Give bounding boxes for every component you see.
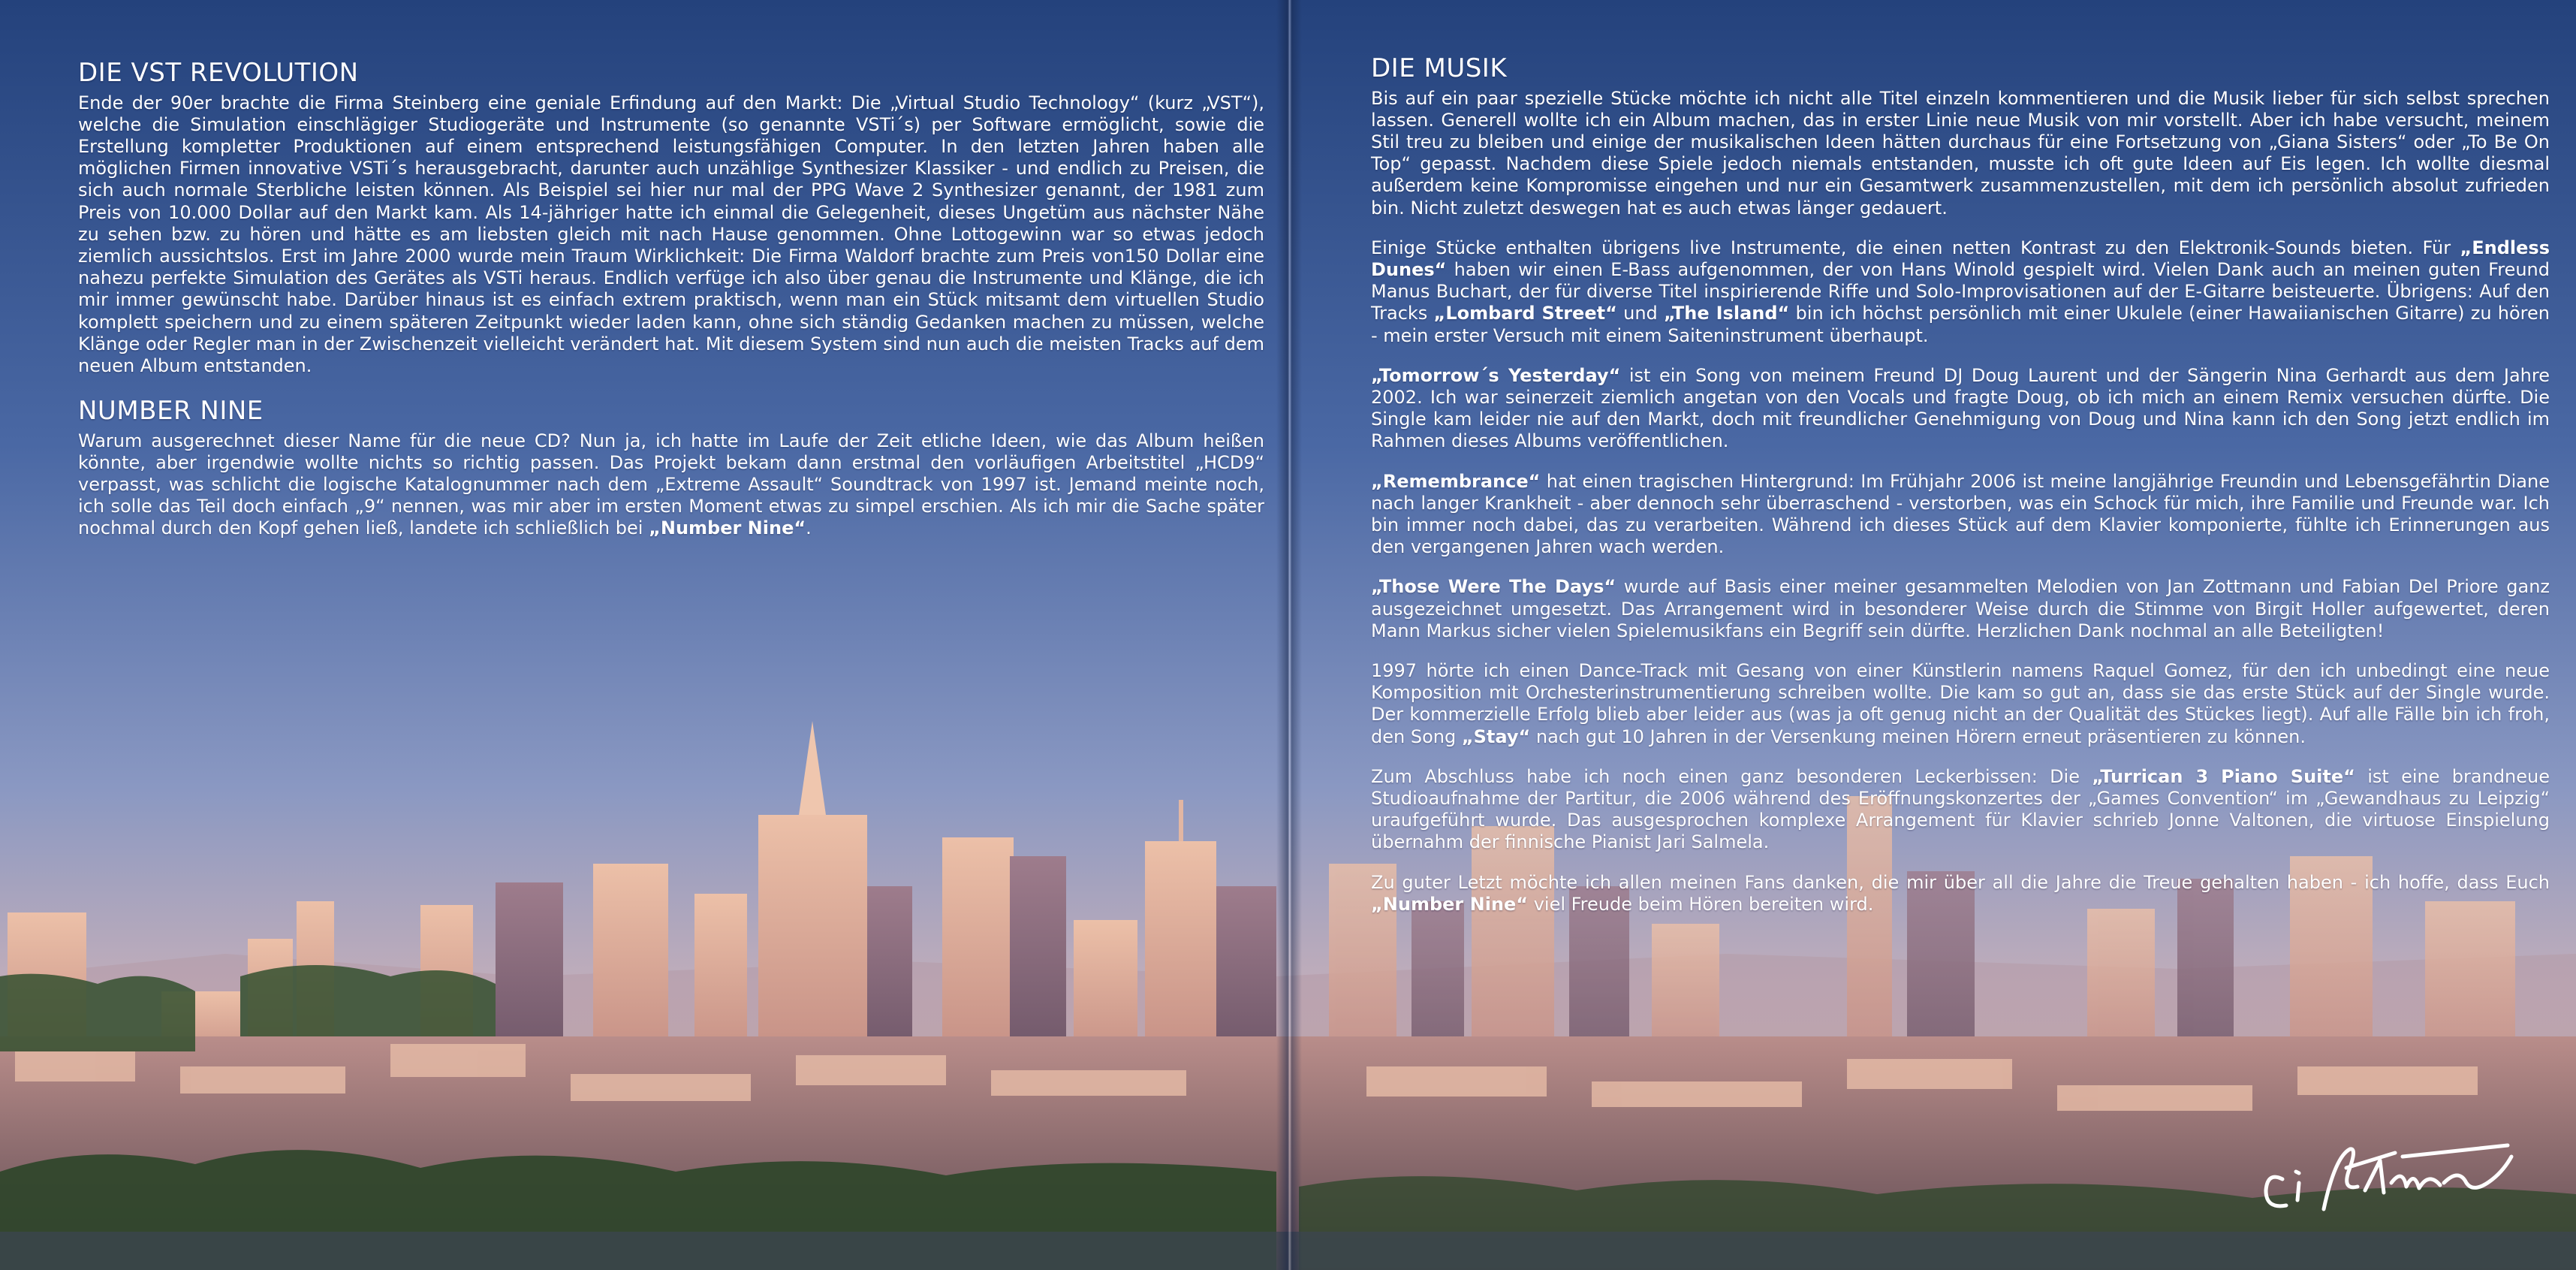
paragraph-intro: Bis auf ein paar spezielle Stücke möchte ich nicht alle Titel einzeln kommentieren und die Musik lieber für sich selbst sprechen lassen. Generell wollte ich ein Album machen, das in erster Linie neue Musik von mir vorstellt. Aber ich habe versucht, meinem Stil treu zu bleiben und einige der musikalischen Ideen hätten durchaus für eine Fortsetzung von „Giana Sisters“ oder „To Be On Top“ gepasst. Nachdem diese Spiele jedoch niemals entstanden, musste ich oft gute Ideen auf Eis legen. Ich wollte diesmal außerdem keine Kompromisse eingehen und nur ein Gesamtwerk zusammenzustellen, mit dem ich persönlich absolut zufrieden bin. Nicht zuletzt deswegen hat es auch etwas länger gedauert.	[1371, 87, 2550, 219]
signature-icon	[2252, 1127, 2523, 1224]
heading-die-musik: DIE MUSIK	[1371, 53, 1508, 83]
paragraph-stay: 1997 hörte ich einen Dance-Track mit Gesang von einer Künstlerin namens Raquel Gomez, für den ich unbedingt eine neue Komposition mit Orchesterinstrumentierung schreiben wollte. Die kam so gut an, dass sie das erste Stück auf der Single wurde. Der kommerzielle Erfolg blieb aber leider aus (was ja oft genug nicht an der Qualität des Stückes liegt). Auf alle Fälle bin ich froh, den Song „Stay“ nach gut 10 Jahren in der Versenkung meinen Hörern erneut präsentieren zu können.	[1371, 659, 2550, 747]
heading-number-nine: NUMBER NINE	[78, 396, 264, 427]
heading-vst-revolution: DIE VST REVOLUTION	[78, 58, 359, 88]
paragraph-vst-revolution: Ende der 90er brachte die Firma Steinberg eine geniale Erfindung auf den Markt: Die „Virtual Studio Technology“ (kurz „VST“), welche die Simulation einschlägiger Studiogeräte und Instrumente (so genannte VSTi´s) per Software ermöglicht, sowie die Erstellung kompletter Produktionen auf einem entsprechend leistungsfähigen Computer. In den letzten Jahren haben alle möglichen Firmen innovative VSTi´s herausgebracht, darunter auch unzählige Synthesizer Klassiker - und endlich zu Preisen, die sich auch normale Sterbliche leisten können. Als Beispiel sei hier nur mal der PPG Wave 2 Synthesizer genannt, der 1981 zum Preis von 10.000 Dollar auf den Markt kam. Als 14-jähriger hatte ich einmal die Gelegenheit, dieses Ungetüm aus nächster Nähe zu sehen bzw. zu hören und hätte es am liebsten gleich mit nach Hause genommen. Ohne Lottogewinn war so etwas jedoch ziemlich aussichtslos. Erst im Jahre 2000 wurde mein Traum Wirklichkeit: Die Firma Waldorf brachte zum Preis von150 Dollar eine nahezu perfekte Simulation des Gerätes als VSTi heraus. Endlich verfüge ich also über genau die Instrumente und Klänge, die ich mir immer gewünscht habe. Darüber hinaus ist es einfach extrem praktisch, wenn man ein Stück mitsamt dem virtuellen Studio komplett speichern und zu einem späteren Zeitpunkt wieder laden kann, ohne sich ständig Gedanken machen zu müssen, welche Klänge oder Regler man in der Zwischenzeit vielleicht verändert hat. Mit diesem System sind nun auch die meisten Tracks auf dem neuen Album entstanden.	[78, 92, 1264, 376]
paragraph-turrican-suite: Zum Abschluss habe ich noch einen ganz besonderen Leckerbissen: Die „Turrican 3 Piano Suite“ ist eine brandneue Studioaufnahme der Partitur, die 2006 während des Eröffnungskonzertes der „Games Convention“ im „Gewandhaus zu Leipzig“ uraufgeführt wurde. Das ausgesprochen komplexe Arrangement für Klavier schrieb Jonne Valtonen, die virtuose Einspielung übernahm der finnische Pianist Jari Salmela.	[1371, 765, 2550, 853]
left-text-column	[78, 57, 1264, 540]
paragraph-thanks: Zu guter Letzt möchte ich allen meinen Fans danken, die mir über all die Jahre die Treue gehalten haben - ich hoffe, dass Euch „Number Nine“ viel Freude beim Hören bereiten wird.	[1371, 871, 2550, 915]
paragraph-tomorrows-yesterday: „Tomorrow´s Yesterday“ ist ein Song von meinem Freund DJ Doug Laurent und der Sängerin Nina Gerhardt aus dem Jahre 2002. Ich war seinerzeit ziemlich angetan von den Vocals und fragte Doug, ob ich mich an einem Remix versuchen dürfte. Die Single kam leider nie auf den Markt, doch mit freundlicher Genehmigung von Doug und Nina kann ich den Song jetzt endlich im Rahmen dieses Albums veröffentlichen.	[1371, 364, 2550, 452]
paragraph-remembrance: „Remembrance“ hat einen tragischen Hintergrund: Im Frühjahr 2006 ist meine langjährige Freundin und Lebensgefährtin Diane nach langer Krankheit - aber dennoch sehr überraschend - verstorben, was ein Schock für mich, ihre Familie und Freunde war. Ich bin immer noch dabei, das zu verarbeiten. Während ich dieses Stück auf dem Klavier komponierte, fühlte ich Erinnerungen aus den vergangenen Jahren wach werden.	[1371, 470, 2550, 558]
paragraph-live-instruments: Einige Stücke enthalten übrigens live Instrumente, die einen netten Kontrast zu den Elektronik-Sounds bieten. Für „Endless Dunes“ haben wir einen E-Bass aufgenommen, der von Hans Winold gespielt wird. Vielen Dank auch an meinen guten Freund Manus Buchart, der für diverse Titel inspirierende Riffe und Solo-Improvisationen auf der E-Gitarre beisteuerte. Übrigens: Auf den Tracks „Lombard Street“ und „The Island“ bin ich höchst persönlich mit einer Ukulele (einer Hawaiianischen Gitarre) zu hören - mein erster Versuch mit einem Saiteninstrument überhaupt.	[1371, 237, 2550, 346]
paragraph-number-nine: Warum ausgerechnet dieser Name für die neue CD? Nun ja, ich hatte im Laufe der Zeit etliche Ideen, wie das Album heißen könnte, aber irgendwie wollte nichts so richtig passen. Das Projekt bekam dann erstmal den vorläufigen Arbeitstitel „HCD9“ verpasst, was schlicht die logische Katalognummer nach dem „Extreme Assault“ Soundtrack von 1997 ist. Jemand meinte noch, ich solle das Teil doch einfach „9“ nennen, was mir aber im ersten Moment etwas zu simpel erschien. Als ich mir die Sache später nochmal durch den Kopf gehen ließ, landete ich schließlich bei „Number Nine“.	[78, 430, 1264, 539]
paragraph-those-were-the-days: „Those Were The Days“ wurde auf Basis einer meiner gesammelten Melodien von Jan Zottmann und Fabian Del Priore ganz ausgezeichnet umgesetzt. Das Arrangement wird in besonderer Weise durch die Stimme von Birgit Holler aufgewertet, deren Mann Markus sicher vielen Spielemusikfans ein Begriff sein dürfte. Herzlichen Dank nochmal an alle Beteiligten!	[1371, 576, 2550, 641]
left-page	[0, 0, 1285, 1270]
right-text-column	[1371, 53, 2550, 934]
